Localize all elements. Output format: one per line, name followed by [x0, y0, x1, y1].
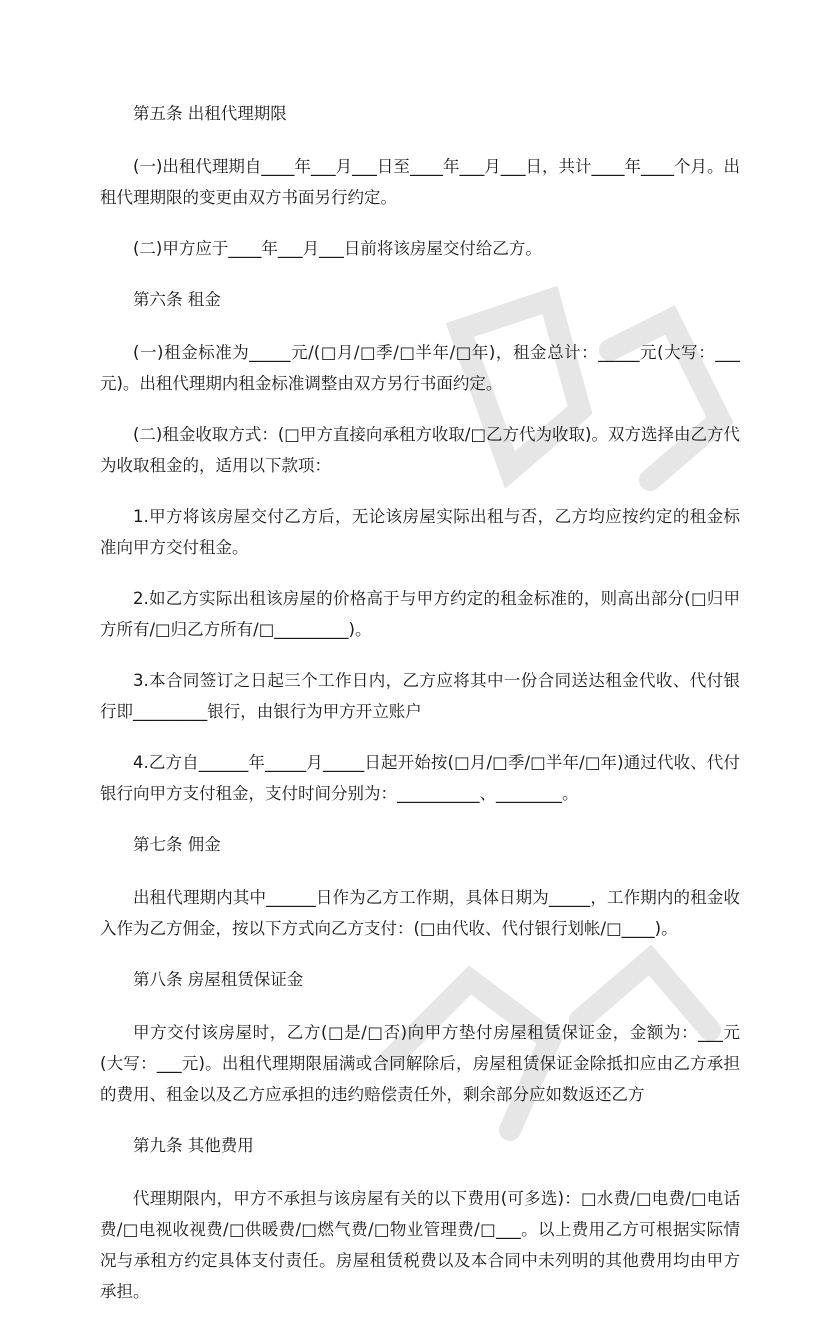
clause-6-2-item-4: 4.乙方自______年_____月_____日起开始按(□月/□季/□半年/□年)通过代收、代付银行向甲方支付租金，支付时间分别为：__________、________。 [100, 753, 740, 803]
clause-6-2-item-3: 3.本合同签订之日起三个工作日内，乙方应将其中一份合同送达租金代收、代付银行即_________银行，由银行为甲方开立账户 [100, 671, 740, 721]
clause-6-2-item-2: 2.如乙方实际出租该房屋的价格高于与甲方约定的租金标准的，则高出部分(□归甲方所有/□归乙方所有/□_________)。 [100, 589, 740, 639]
clause-5-1: (一)出租代理期自____年___月___日至____年___月___日，共计____年____个月。出租代理期限的变更由双方书面另行约定。 [100, 157, 740, 207]
contract-body [100, 98, 740, 1327]
clause-6-2-item-1: 1.甲方将该房屋交付乙方后，无论该房屋实际出租与否，乙方均应按约定的租金标准向甲方交付租金。 [100, 507, 740, 557]
clause-6-2: (二)租金收取方式：(□甲方直接向承租方收取/□乙方代为收取)。双方选择由乙方代为收取租金的，适用以下款项： [100, 425, 740, 475]
section-7-heading: 第七条 佣金 [133, 835, 221, 854]
clause-8: 甲方交付该房屋时，乙方(□是/□否)向甲方垫付房屋租赁保证金，金额为：___元(大写：___元)。出租代理期限届满或合同解除后，房屋租赁保证金除抵扣应由乙方承担的费用、租金以及乙方应承担的违约赔偿责任外，剩余部分应如数返还乙方 [100, 1023, 740, 1104]
clause-9: 代理期限内，甲方不承担与该房屋有关的以下费用(可多选)：□水费/□电费/□电话费/□电视收视费/□供暖费/□燃气费/□物业管理费/□___。以上费用乙方可根据实际情况与承租方约定具体支付责任。房屋租赁税费以及本合同中未列明的其他费用均由甲方承担。 [100, 1189, 740, 1301]
clause-7: 出租代理期内其中______日作为乙方工作期，具体日期为_____，工作期内的租金收入作为乙方佣金，按以下方式向乙方支付：(□由代收、代付银行划帐/□____)。 [100, 888, 740, 938]
section-9-heading: 第九条 其他费用 [133, 1136, 254, 1155]
section-8-heading: 第八条 房屋租赁保证金 [133, 970, 304, 989]
clause-5-2: (二)甲方应于____年___月___日前将该房屋交付给乙方。 [133, 239, 542, 258]
clause-6-1: (一)租金标准为_____元/(□月/□季/□半年/□年)，租金总计：_____元(大写：___元)。出租代理期内租金标准调整由双方另行书面约定。 [100, 343, 740, 393]
section-6-heading: 第六条 租金 [133, 290, 221, 309]
section-5-heading: 第五条 出租代理期限 [133, 104, 287, 123]
